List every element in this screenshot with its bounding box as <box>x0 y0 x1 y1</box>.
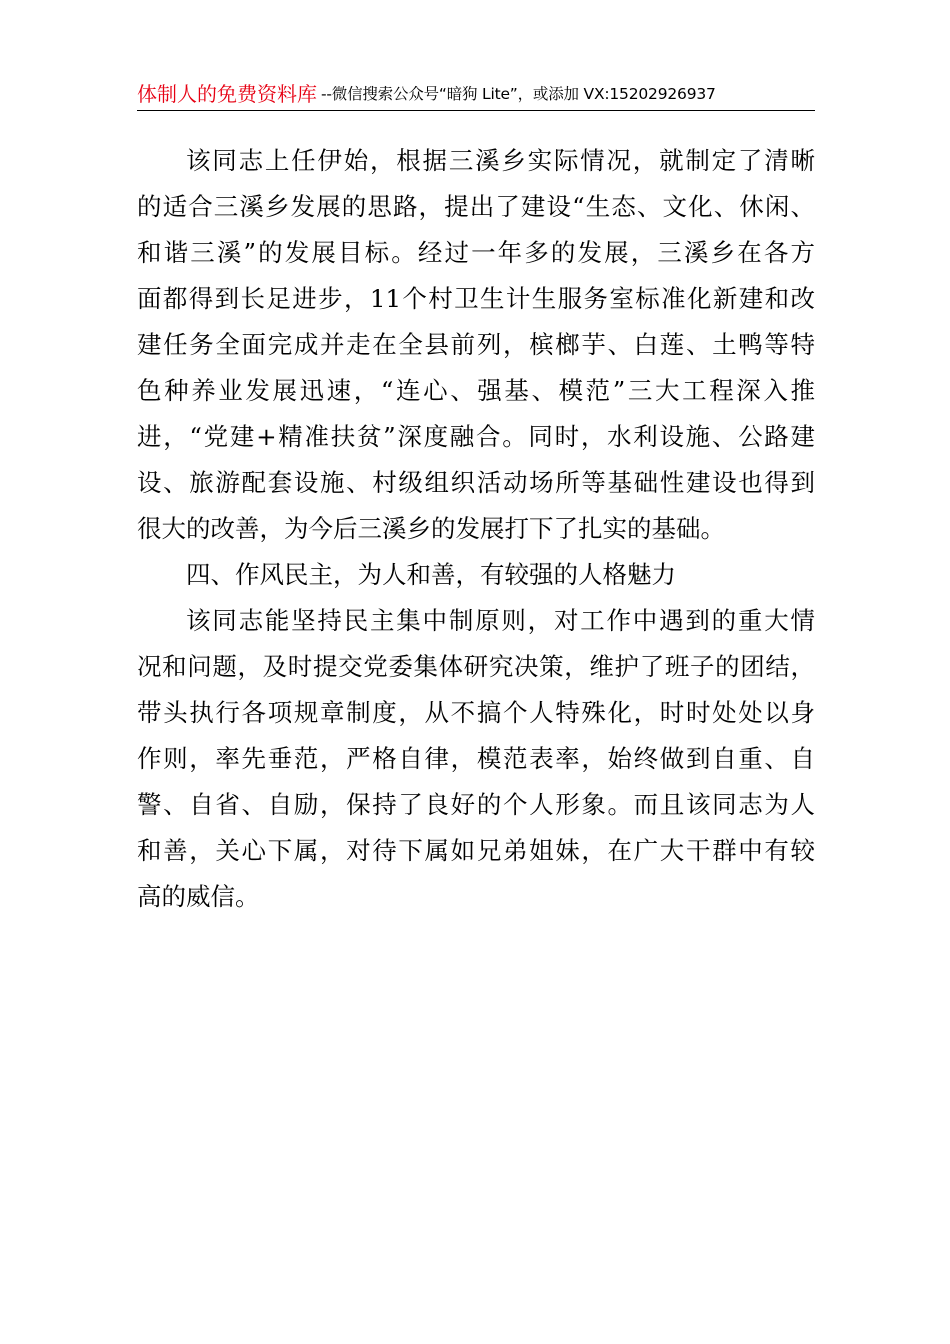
paragraph-1-line: 色种养业发展迅速，“连心、强基、模范”三大工程深入推 <box>137 376 815 405</box>
paragraph-1-line: 进，“党建+精准扶贫”深度融合。同时，水利设施、公路建 <box>137 422 815 451</box>
paragraph-1-line: 建任务全面完成并走在全县前列，槟榔芋、白莲、土鸭等特 <box>137 330 815 359</box>
paragraph-3-line: 警、自省、自励，保持了良好的个人形象。而且该同志为人 <box>137 790 815 819</box>
paragraph-1-line: 的适合三溪乡发展的思路，提出了建设“生态、文化、休闲、 <box>137 192 815 221</box>
paragraph-1-line: 面都得到长足进步，11个村卫生计生服务室标准化新建和改 <box>137 284 815 313</box>
paragraph-1-line: 该同志上任伊始，根据三溪乡实际情况，就制定了清晰 <box>186 146 815 175</box>
paragraph-1-line: 设、旅游配套设施、村级组织活动场所等基础性建设也得到 <box>137 468 815 497</box>
paragraph-3-line: 作则，率先垂范，严格自律，模范表率，始终做到自重、自 <box>137 744 815 773</box>
section-heading: 四、作风民主，为人和善，有较强的人格魅力 <box>186 560 676 589</box>
header-contact-note: --微信搜索公众号“暗狗 Lite”，或添加 VX:15202926937 <box>321 85 716 103</box>
header-brand: 体制人的免费资料库 <box>137 82 317 106</box>
paragraph-3-line: 和善，关心下属，对待下属如兄弟姐妹，在广大干群中有较 <box>137 836 815 865</box>
paragraph-3-line: 高的威信。 <box>137 882 260 911</box>
paragraph-1-line: 和谐三溪”的发展目标。经过一年多的发展，三溪乡在各方 <box>137 238 815 267</box>
document-body <box>137 138 815 920</box>
page-header <box>137 78 815 111</box>
paragraph-3-line: 该同志能坚持民主集中制原则，对工作中遇到的重大情 <box>186 606 815 635</box>
paragraph-1-line: 很大的改善，为今后三溪乡的发展打下了扎实的基础。 <box>137 514 725 543</box>
paragraph-3-line: 带头执行各项规章制度，从不搞个人特殊化，时时处处以身 <box>137 698 815 727</box>
paragraph-3-line: 况和问题，及时提交党委集体研究决策，维护了班子的团结， <box>137 652 815 681</box>
